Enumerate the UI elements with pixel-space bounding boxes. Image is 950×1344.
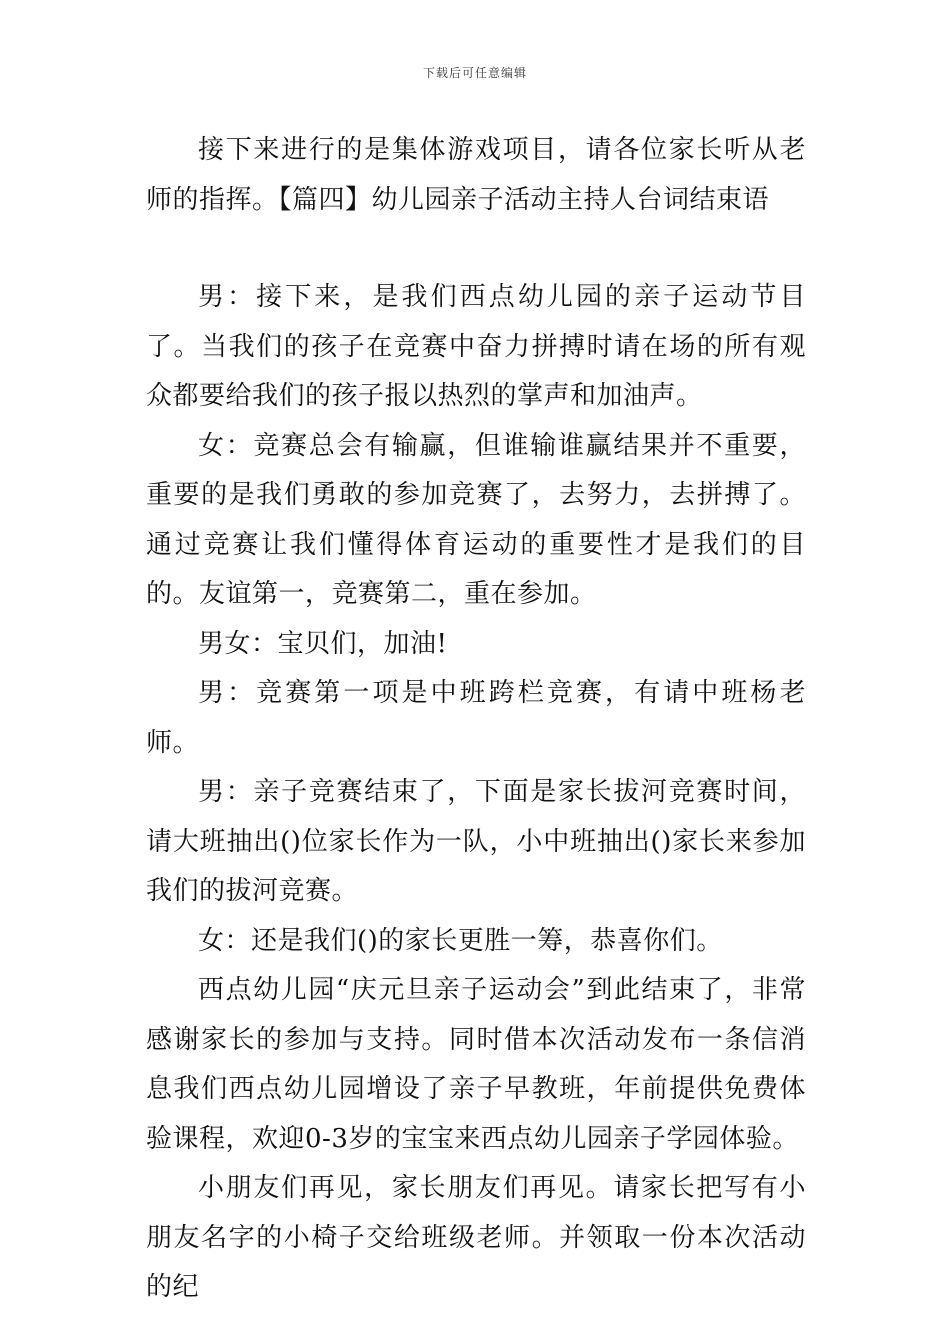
paragraph-closing: 西点幼儿园“庆元旦亲子运动会”到此结束了，非常感谢家长的参加与支持。同时借本次活动发布一条信消息我们西点幼儿园增设了亲子早教班，年前提供免费体验课程，欢迎0-3岁的宝宝来西点幼儿园亲子学园体验。 (146, 975, 806, 1154)
document-body (146, 126, 806, 1313)
paragraph-spacer (146, 225, 806, 273)
paragraph-female-1: 女：竞赛总会有输赢，但谁输谁赢结果并不重要，重要的是我们勇敢的参加竞赛了，去努力，去拼搏了。通过竞赛让我们懂得体育运动的重要性才是我们的目的。友谊第一，竞赛第二，重在参加。 (146, 430, 806, 609)
page-header: 下载后可任意编辑 (422, 66, 527, 80)
paragraph-farewell: 小朋友们再见，家长朋友们再见。请家长把写有小朋友名字的小椅子交给班级老师。并领取一份本次活动的纪 (146, 1173, 806, 1302)
paragraph-male-1: 男：接下来，是我们西点幼儿园的亲子运动节目了。当我们的孩子在竞赛中奋力拼搏时请在场的所有观众都要给我们的孩子报以热烈的掌声和加油声。 (146, 282, 806, 411)
paragraph-intro: 接下来进行的是集体游戏项目，请各位家长听从老师的指挥。【篇四】幼儿园亲子活动主持人台词结束语 (146, 135, 806, 215)
paragraph-both: 男女：宝贝们，加油! (198, 628, 448, 659)
paragraph-male-3: 男：亲子竞赛结束了，下面是家长拔河竞赛时间，请大班抽出()位家长作为一队，小中班抽出()家长来参加我们的拔河竞赛。 (146, 777, 806, 906)
paragraph-female-2: 女：还是我们()的家长更胜一筹，恭喜你们。 (198, 925, 723, 956)
paragraph-male-2: 男：竞赛第一项是中班跨栏竞赛，有请中班杨老师。 (146, 678, 806, 758)
